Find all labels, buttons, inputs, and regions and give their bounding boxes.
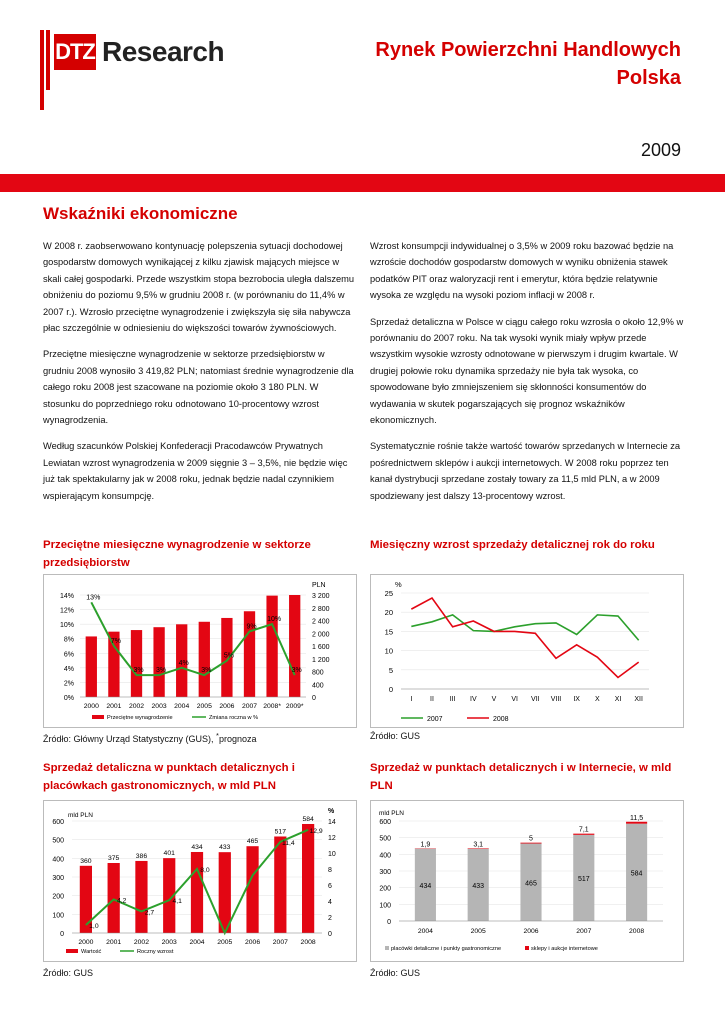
right-text-column <box>370 238 685 514</box>
growth-data-label: 3% <box>201 667 212 675</box>
right-tick-label: 6 <box>328 883 332 890</box>
bar-data-label: 375 <box>107 855 120 862</box>
legend-label: 2007 <box>427 716 443 723</box>
bar-data-label: 434 <box>419 882 432 890</box>
chart1-svg <box>44 575 356 727</box>
x-tick-label: 2007 <box>576 928 592 935</box>
x-tick-label: I <box>410 696 413 703</box>
bar-data-label: 386 <box>135 852 148 860</box>
y-axis-unit: % <box>395 580 402 589</box>
chart1-source <box>43 731 257 744</box>
right-tick-label: 4 <box>328 899 332 906</box>
growth-data-label: 10% <box>267 616 282 624</box>
x-tick-label: X <box>594 696 600 703</box>
right-axis-unit: % <box>328 808 335 815</box>
paragraph: Według szacunków Polskiej Konfederacji Pracodawców Prywatnych Lewiatan wzrost wynagrodzenia w 2009 sięgnie 3 – 3,5%, nie będzie więc już tak spektakularny jak w 2008 roku, jednak będzie nadal czynnikiem wspierającym konsumpcję. <box>43 441 348 501</box>
logo-stripe <box>46 30 50 90</box>
growth-data-label: 4% <box>178 659 189 667</box>
legend-label: Roczny wzrost <box>137 949 174 955</box>
y-tick-label: 5 <box>388 665 393 675</box>
x-tick-label: 2000 <box>78 939 94 946</box>
salary-bar <box>86 636 97 697</box>
title-line1: Rynek Powierzchni Handlowych <box>375 39 681 61</box>
left-tick-label: 600 <box>52 819 64 826</box>
right-tick-label: 10 <box>328 851 336 858</box>
y-tick-label: 600 <box>379 819 391 826</box>
x-tick-label: 2003 <box>161 939 177 946</box>
bar-top-label: 11,5 <box>630 814 644 822</box>
salary-bar <box>199 622 210 697</box>
legend-label: 2008 <box>493 716 509 723</box>
growth-data-label: 12,9 <box>309 827 323 835</box>
x-tick-label: IV <box>470 696 477 703</box>
y-tick-label: 20 <box>384 608 393 618</box>
bar-top-label: 3,1 <box>473 841 484 849</box>
salary-bar <box>153 627 167 697</box>
x-tick-label: 2006 <box>244 939 261 946</box>
salary-bar <box>266 596 277 697</box>
left-tick-label: 0 <box>60 931 64 938</box>
stacked-bar-internet <box>520 843 541 844</box>
logo-text: Research <box>102 36 225 67</box>
left-text-column <box>43 238 358 514</box>
source-text: Źródło: Główny Urząd Statystyczny (GUS), <box>43 734 217 744</box>
chart2-source: Źródło: GUS <box>370 731 421 741</box>
bar-data-label: 401 <box>163 850 175 858</box>
right-tick-label: 800 <box>312 669 324 677</box>
left-tick-label: 14% <box>59 593 74 600</box>
x-tick-label: 2002 <box>128 703 145 710</box>
chart3-source: Źródło: GUS <box>43 968 94 978</box>
salary-bar <box>289 595 300 697</box>
y-tick-label: 25 <box>384 589 393 598</box>
x-tick-label: 2003 <box>151 703 167 710</box>
right-tick-label: 1 200 <box>312 656 330 664</box>
growth-data-label: 13% <box>86 594 101 602</box>
bar-data-label: 517 <box>577 875 590 883</box>
y-tick-label: 100 <box>379 902 391 910</box>
x-tick-label: 2000 <box>83 703 99 710</box>
growth-data-label: 2,7 <box>144 909 155 917</box>
salary-bar <box>131 630 142 697</box>
chart4-svg <box>371 801 683 961</box>
chart2-title: Miesięczny wzrost sprzedaży detalicznej rok do roku <box>370 539 655 551</box>
header-red-band <box>0 174 725 192</box>
growth-data-label: 11,4 <box>281 839 295 847</box>
legend-swatch-internet <box>525 946 529 950</box>
right-tick-label: 2 000 <box>312 631 330 639</box>
y-tick-label: 500 <box>379 835 391 843</box>
x-tick-label: IX <box>573 696 580 703</box>
bar-data-label: 465 <box>525 880 537 888</box>
x-tick-label: 2009* <box>285 703 304 710</box>
bar-data-label: 360 <box>80 857 92 865</box>
right-tick-label: 12 <box>328 835 336 842</box>
growth-data-label: 3% <box>291 667 302 675</box>
right-axis-unit: PLN <box>312 582 326 589</box>
legend-swatch-bars <box>66 949 78 953</box>
x-tick-label: XII <box>634 696 643 703</box>
growth-data-label: 7% <box>110 638 121 645</box>
bar-data-label: 584 <box>630 870 643 878</box>
x-tick-label: 2002 <box>133 939 150 946</box>
right-tick-label: 400 <box>312 682 324 690</box>
bar-data-label: 465 <box>246 838 259 846</box>
bar-data-label: 434 <box>191 843 203 851</box>
legend-label: Wartość <box>81 949 102 955</box>
left-tick-label: 10% <box>59 622 74 630</box>
paragraph: Sprzedaż detaliczna w Polsce w ciągu całego roku wzrosła o około 12,9% w porównaniu do 2007 roku. Na tak wysoki wynik miały wpływ przede wszystkim wysokie wzrosty odnotowane w pierwszym i drugim kwartale. W drugiej połowie roku dynamika sprzedaży nie była tak wysoka, co spowodowane było zmniejszeniem się skłonności konsumentów do wydawania w skutek pogarszających się prognoz wskaźników ekonomicznych. <box>370 316 684 426</box>
sales-bar <box>191 852 203 933</box>
legend-label: Przeciętne wynagrodzenie <box>107 715 173 721</box>
stacked-bar-internet <box>573 834 594 835</box>
bar-top-label: 5 <box>529 835 533 843</box>
sales-bar <box>246 846 258 933</box>
growth-data-label: 9% <box>246 623 257 631</box>
x-tick-label: 2006 <box>523 928 539 935</box>
bar-data-label: 517 <box>274 828 287 836</box>
y-tick-label: 0 <box>387 919 391 926</box>
logo-box: DTZ <box>54 34 96 70</box>
left-tick-label: 8% <box>63 636 74 644</box>
growth-data-label: 3% <box>156 667 167 675</box>
left-tick-label: 100 <box>52 912 64 920</box>
left-tick-label: 300 <box>52 875 64 882</box>
title-line2: Polska <box>616 67 681 89</box>
x-tick-label: 2005 <box>196 703 212 710</box>
growth-data-label: 5% <box>223 652 234 660</box>
logo-stripe <box>40 30 44 110</box>
y-tick-label: 0 <box>388 685 393 694</box>
legend-label: placówki detaliczne i punkty gastronomiczne <box>391 946 502 952</box>
right-tick-label: 2 400 <box>312 618 330 626</box>
x-tick-label: III <box>449 696 456 703</box>
x-tick-label: 2004 <box>174 703 190 710</box>
y-tick-label: 15 <box>384 627 393 637</box>
y-tick-label: 200 <box>379 885 391 893</box>
chart1-frame <box>43 574 357 728</box>
y-tick-label: 300 <box>379 869 391 876</box>
paragraph: W 2008 r. zaobserwowano kontynuację polepszenia sytuacji dochodowej gospodarstw domowych wynikającej z kilku zjawisk mających miejsce w skali całej gospodarki. Przede wszystkim stopa bezrobocia uległa dalszemu obniżeniu do poziomu 9,5% w grudniu 2008 r. (w porównaniu do 11,4% w 2007 r.). Wzrosło przeciętne wynagrodzenie i zwiększyła się siła nabywcza płac szczególnie w odniesieniu do większości towarów żywnościowych. <box>43 241 355 334</box>
bar-data-label: 433 <box>472 882 485 890</box>
x-tick-label: VII <box>531 696 540 703</box>
sales-bar <box>274 836 286 933</box>
right-tick-label: 0 <box>312 695 316 702</box>
growth-data-label: 4,2 <box>116 897 127 905</box>
report-year: 2009 <box>640 140 681 160</box>
left-tick-label: 0% <box>63 695 74 702</box>
chart3-svg <box>44 801 356 961</box>
x-tick-label: XI <box>614 696 622 703</box>
chart1-title: Przeciętne miesięczne wynagrodzenie w sektorze przedsiębiorstw <box>43 539 311 569</box>
legend-swatch-bars <box>92 715 104 719</box>
x-tick-label: 2004 <box>417 928 433 935</box>
right-tick-label: 0 <box>328 931 332 938</box>
chart3-frame <box>43 800 357 962</box>
right-tick-label: 2 <box>328 915 332 922</box>
chart4-frame <box>370 800 684 962</box>
x-tick-label: 2008 <box>629 928 645 935</box>
x-tick-label: VI <box>511 696 518 703</box>
series-line-2007 <box>411 615 638 640</box>
bar-data-label: 433 <box>219 844 231 852</box>
x-tick-label: II <box>430 696 434 703</box>
x-tick-label: 2008* <box>263 703 281 710</box>
x-tick-label: 2008 <box>300 939 316 946</box>
sales-bar <box>302 824 314 933</box>
legend-label: Zmiana roczna w % <box>209 715 259 721</box>
right-tick-label: 3 200 <box>312 593 330 600</box>
paragraph: Wzrost konsumpcji indywidualnej o 3,5% w 2009 roku bazować będzie na wzroście dochodów gospodarstw domowych w wyniku obniżenia stawek podatków PIT oraz waloryzacji rent i emerytur, która będzie relatywnie wysoka ze względu na wysoki poziom inflacji w 2008 r. <box>370 241 674 301</box>
y-axis-unit: mld PLN <box>379 810 404 817</box>
left-tick-label: 500 <box>52 837 64 845</box>
left-tick-label: 4% <box>63 665 74 673</box>
left-tick-label: 6% <box>63 651 74 659</box>
x-tick-label: V <box>491 696 497 703</box>
x-tick-label: 2005 <box>217 939 233 946</box>
chart4-source: Źródło: GUS <box>370 968 421 978</box>
growth-data-label: 8,0 <box>200 867 210 874</box>
chart2-frame <box>370 574 684 728</box>
chart2-svg <box>371 575 683 727</box>
paragraph: Systematycznie rośnie także wartość towarów sprzedanych w Internecie za pośrednictwem sklepów i aukcji internetowych. W 2008 roku poprzez ten kanał dystrybucji sprzedane zostały towary za 11,5 mld PLN, a w 2009 spodziewany jest dalszy 13-procentowy wzrost. <box>370 441 681 501</box>
x-tick-label: VIII <box>550 696 562 703</box>
sales-bar <box>135 861 147 933</box>
chart3-title: Sprzedaż detaliczna w punktach detalicznych i placówkach gastronomicznych, w mld PLN <box>43 762 295 792</box>
source-forecast: prognoza <box>218 734 257 744</box>
x-tick-label: 2004 <box>189 939 205 946</box>
section-title: Wskaźniki ekonomiczne <box>43 204 238 223</box>
chart4-title: Sprzedaż w punktach detalicznych i w Internecie, w mld PLN <box>370 762 672 792</box>
x-tick-label: 2006 <box>219 703 235 710</box>
y-tick-label: 400 <box>379 852 391 860</box>
x-tick-label: 2001 <box>106 703 122 710</box>
left-tick-label: 200 <box>52 893 64 901</box>
left-tick-label: 400 <box>52 856 64 864</box>
source-footnote-mark: * <box>216 731 219 740</box>
right-tick-label: 2 800 <box>312 605 330 613</box>
legend-swatch-stores <box>385 946 389 950</box>
growth-data-label: 1,0 <box>89 923 99 930</box>
growth-data-label: 3% <box>133 667 144 675</box>
growth-data-label: 4,1 <box>172 898 182 906</box>
right-tick-label: 1 600 <box>312 644 330 651</box>
report-title <box>375 36 681 92</box>
bar-top-label: 1,9 <box>420 841 431 849</box>
left-tick-label: 12% <box>59 607 74 615</box>
x-tick-label: 2007 <box>272 939 288 946</box>
bar-data-label: 584 <box>302 815 314 823</box>
x-tick-label: 2001 <box>106 939 122 946</box>
left-axis-unit: mld PLN <box>68 812 93 819</box>
legend-label: sklepy i aukcje internetowe <box>531 946 598 952</box>
y-tick-label: 10 <box>384 646 393 656</box>
paragraph: Przeciętne miesięczne wynagrodzenie w sektorze przedsiębiorstw w grudniu 2008 wynosiło 3 419,82 PLN; natomiast średnie wynagrodzenie dla całego roku 2008 jest szacowane na poziomie około 3 180 PLN. W stosunku do poprzedniego roku odnotowano 10-procentowy wzrost wynagrodzenia. <box>43 349 354 426</box>
x-tick-label: 2007 <box>241 703 258 710</box>
stacked-bar-internet <box>626 822 647 824</box>
left-tick-label: 2% <box>63 680 74 688</box>
right-tick-label: 14 <box>328 819 336 826</box>
series-line-2008 <box>411 598 638 677</box>
right-tick-label: 8 <box>328 867 332 874</box>
bar-top-label: 7,1 <box>578 826 589 834</box>
stacked-bar-internet <box>468 848 489 849</box>
x-tick-label: 2005 <box>470 928 486 935</box>
